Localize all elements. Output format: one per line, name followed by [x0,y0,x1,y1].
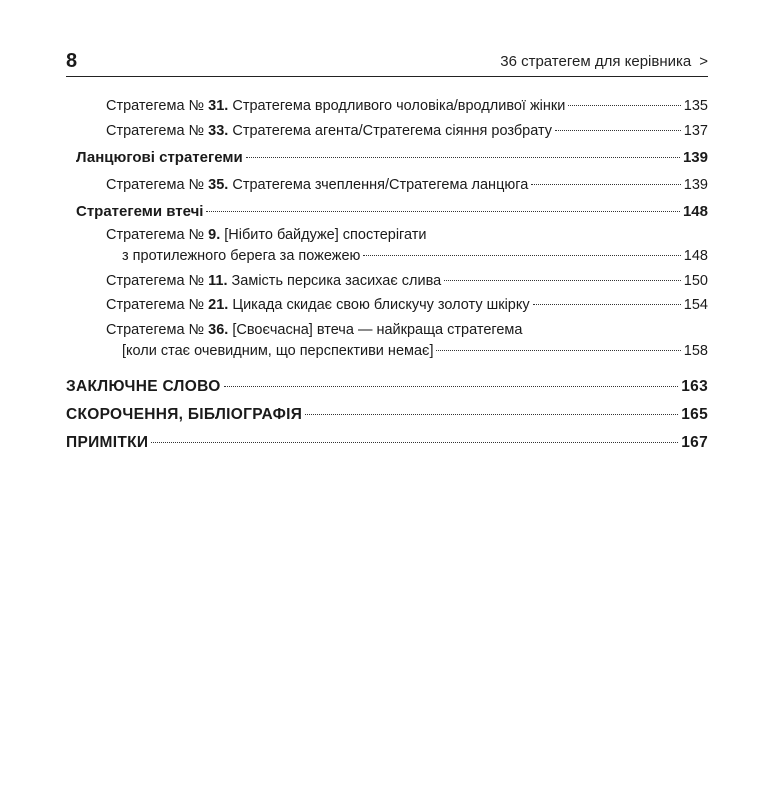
dot-leader [206,211,680,212]
dot-leader [444,280,681,281]
toc-entry[interactable] [106,121,708,141]
toc-entry-label: Стратегема № 33. Стратегема агента/Стратегема сіяння розбрату [106,123,552,139]
toc-chapter-entry[interactable] [66,433,708,453]
toc-chapter-entry[interactable] [66,377,708,397]
toc-page-number: 148 [682,203,708,220]
dot-leader [151,442,678,443]
toc-entry-label: з протилежного берега за пожежею [122,248,361,264]
toc-section-label: Стратегеми втечі [76,203,204,220]
toc-entry-label: Стратегема № 11. Замість персика засихає слива [106,273,442,289]
toc-page-number: 135 [683,98,708,114]
dot-leader [246,157,680,158]
toc-page-number: 150 [683,273,708,289]
dot-leader [555,130,681,131]
toc-page-number: 137 [683,123,708,139]
toc-entry-label: [коли стає очевидним, що перспективи немає] [122,343,434,359]
dot-leader [224,386,679,387]
toc-entry-label: Стратегема № 31. Стратегема вродливого чоловіка/вродливої жінки [106,98,566,114]
toc-chapter-label: ЗАКЛЮЧНЕ СЛОВО [66,378,221,395]
dot-leader [533,304,681,305]
toc-page-number: 154 [683,297,708,313]
toc-entry[interactable] [122,341,708,361]
dot-leader [305,414,678,415]
toc-section-entry[interactable] [76,202,708,222]
toc-entry[interactable] [106,175,708,195]
page-number: 8 [66,50,78,72]
page-header [66,48,708,77]
dot-leader [531,184,681,185]
toc-entry[interactable] [106,96,708,116]
toc-page-number: 163 [681,378,708,395]
toc-entry[interactable] [122,246,708,266]
next-arrow-icon[interactable]: > [699,53,708,70]
toc-entry-label: Стратегема № 35. Стратегема зчеплення/Стратегема ланцюга [106,177,529,193]
toc-entry[interactable] [106,295,708,315]
dot-leader [363,255,680,256]
toc-page-number: 139 [682,149,708,166]
toc-page-number: 158 [683,343,708,359]
running-title-text: 36 стратегем для керівника [500,53,692,70]
toc-chapter-entry[interactable] [66,405,708,425]
running-title [500,53,708,70]
toc-section-label: Ланцюгові стратегеми [76,149,243,166]
toc-page-number: 139 [683,177,708,193]
toc-page-number: 165 [681,406,708,423]
toc-page-number: 167 [681,434,708,451]
toc-chapter-label: ПРИМІТКИ [66,434,149,451]
toc-chapter-label: СКОРОЧЕННЯ, БІБЛІОГРАФІЯ [66,406,303,423]
toc-section-entry[interactable] [76,148,708,168]
toc-entry-first-line[interactable]: Стратегема № 36. [Своєчасна] втеча — найкраща стратегема [106,322,523,338]
dot-leader [436,350,680,351]
toc-entry-first-line[interactable]: Стратегема № 9. [Нібито байдуже] спостерігати [106,227,427,243]
toc-entry-label: Стратегема № 21. Цикада скидає свою блискучу золоту шкірку [106,297,530,313]
toc-page-number: 148 [683,248,708,264]
toc-entry[interactable] [106,271,708,291]
dot-leader [568,105,680,106]
